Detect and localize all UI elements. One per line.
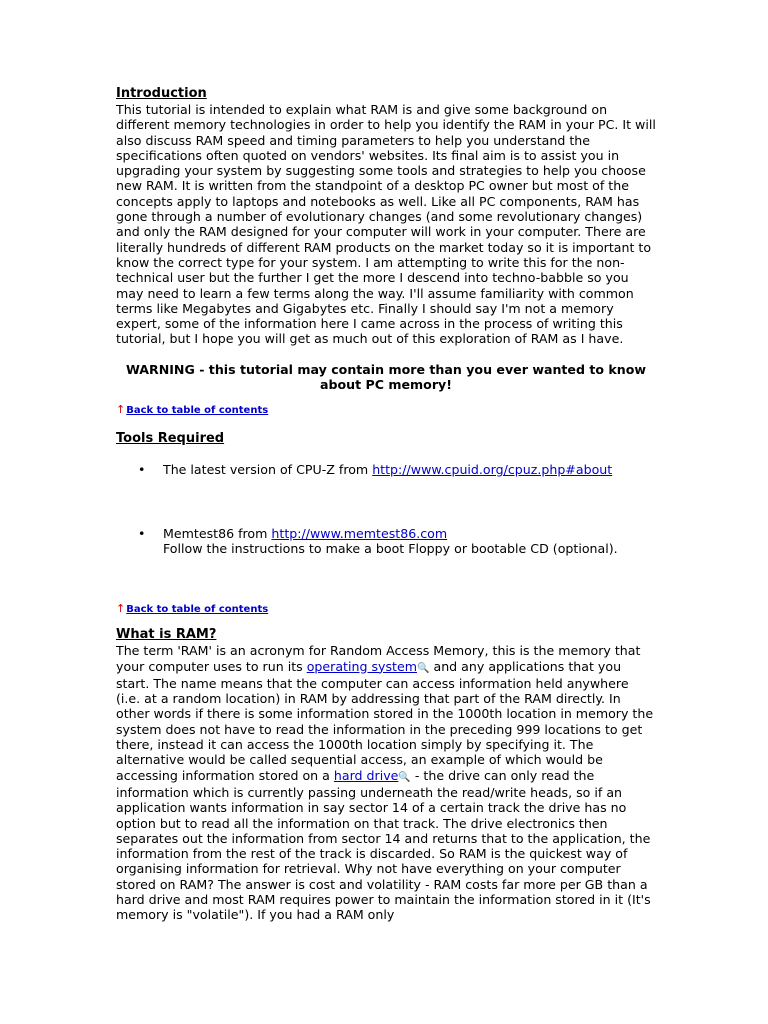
warning-text: WARNING - this tutorial may contain more than you ever wanted to know about PC memory!: [125, 361, 647, 393]
tools-item-memtest: [116, 526, 656, 557]
back-to-toc-link[interactable]: [116, 404, 656, 417]
what-is-ram-paragraph: [116, 643, 656, 922]
hard-drive-link[interactable]: hard drive: [333, 767, 399, 783]
tools-item-cpuz-text: The latest version of CPU-Z from: [163, 462, 373, 478]
ram-text-c: - the drive can only read the information which is currently passing underneath the read/write heads, so if an application wants information in say sector 14 of a certain track the drive has no option but to read all the information on that track. The drive electronics then separates out the information from sector 14 and returns that to the application, the information from the rest of the track is discarded. So RAM is the quickest way of organising information for retrieval. Why not have everything on your computer stored on RAM? The answer is cost and volatility - RAM costs far more per GB than a hard drive and most RAM requires power to maintain the information stored in it (It's memory is "volatile"). If you had a RAM only: [116, 767, 651, 923]
tools-list: [116, 462, 656, 556]
tools-item-memtest-note: Follow the instructions to make a boot Floppy or bootable CD (optional).: [163, 540, 618, 556]
what-is-ram-heading: What is RAM?: [116, 627, 217, 643]
ram-text-b: and any applications that you start. The name means that the computer can access information held anywhere (i.e. at a random location) in RAM by addressing that part of the RAM directly. In other words if there is some information stored in the 1000th location in memory the system does not have to read the information in the preceding 999 locations to get there, instead it can access the 1000th location simply by specifying it. The alternative would be called sequential access, an example of which would be accessing information stored on a: [116, 658, 654, 783]
introduction-heading: Introduction: [116, 86, 207, 101]
back-to-toc-label: Back to table of contents: [126, 604, 269, 616]
ram-text-a: The term 'RAM' is an acronym for Random Access Memory, this is the memory that your computer uses to run its: [116, 643, 641, 674]
tools-heading: Tools Required: [116, 431, 225, 447]
document-content: [116, 86, 656, 923]
memtest-link[interactable]: http://www.memtest86.com: [271, 525, 448, 541]
up-arrow-icon: ↑: [116, 403, 126, 417]
magnifier-icon[interactable]: 🔍: [417, 662, 430, 674]
introduction-paragraph: This tutorial is intended to explain what RAM is and give some background on different memory technologies in order to help you identify the RAM in your PC. It will also discuss RAM speed and timing parameters to help you understand the specifications often quoted on vendors' websites. Its final aim is to assist you in upgrading your system by suggesting some tools and strategies to help you choose new RAM. It is written from the standpoint of a desktop PC owner but most of the concepts apply to laptops and notebooks as well. Like all PC components, RAM has gone through a number of evolutionary changes (and some revolutionary changes) and only the RAM designed for your computer will work in your computer. There are literally hundreds of different RAM products on the market today so it is important to know the correct type for your system. I am attempting to write this for the non-technical user but the further I get the more I descend into techno-babble so you may need to learn a few terms along the way. I'll assume familiarity with common terms like Megabytes and Gigabytes etc. Finally I should say I'm not a memory expert, some of the information here I came across in the process of writing this tutorial, but I hope you will get as much out of this exploration of RAM as I have.: [116, 102, 656, 347]
back-to-toc-label: Back to table of contents: [126, 405, 269, 417]
operating-system-link[interactable]: operating system: [306, 658, 418, 674]
bullet-icon: •: [138, 462, 146, 478]
cpuz-link[interactable]: http://www.cpuid.org/cpuz.php#about: [372, 462, 613, 478]
tools-item-cpuz: [116, 462, 656, 477]
magnifier-icon[interactable]: 🔍: [398, 771, 411, 783]
bullet-icon: •: [138, 525, 146, 541]
up-arrow-icon: ↑: [116, 602, 126, 616]
back-to-toc-link[interactable]: [116, 603, 656, 616]
tools-item-memtest-text: Memtest86 from: [163, 525, 272, 541]
